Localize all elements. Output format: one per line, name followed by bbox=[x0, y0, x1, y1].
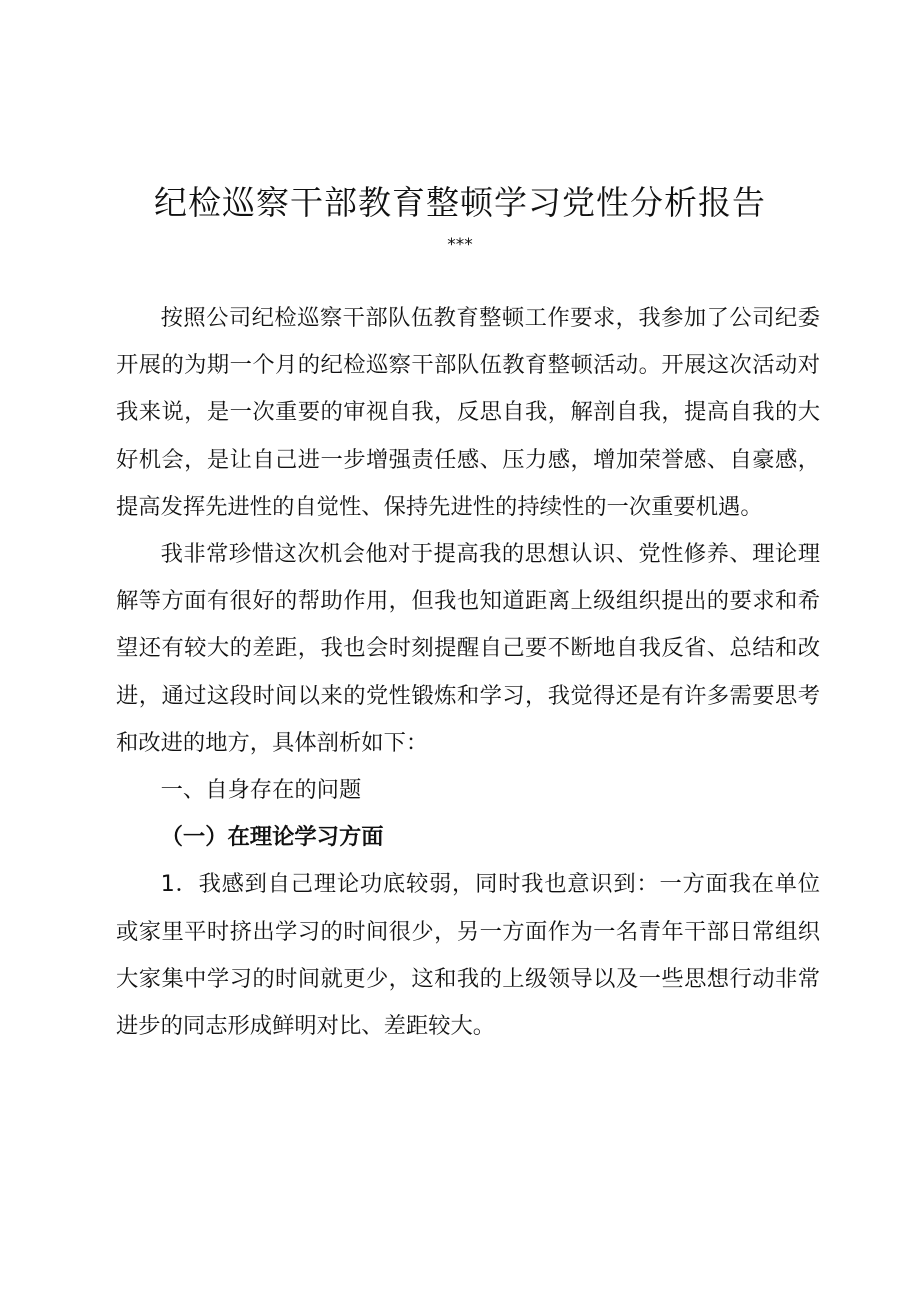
section-heading: 一、自身存在的问题 bbox=[160, 777, 362, 804]
subsection-heading: （一）在理论学习方面 bbox=[160, 824, 384, 851]
numbered-item: 1．我感到自己理论功底较弱，同时我也意识到：一方面我在单位或家里平时挤出学习的时间很少，另一方面作为一名青年干部日常组织大家集中学习的时间就更少，这和我的上级领导以及一些思想行动非常进步的同志形成鲜明对比、差距较大。 bbox=[116, 871, 820, 1040]
intro-paragraph: 按照公司纪检巡察干部队伍教育整顿工作要求，我参加了公司纪委开展的为期一个月的纪检巡察干部队伍教育整顿活动。开展这次活动对我来说，是一次重要的审视自我，反思自我，解剖自我，提高自我的大好机会，是让自己进一步增强责任感、压力感，增加荣誉感、自豪感，提高发挥先进性的自觉性、保持先进性的持续性的一次重要机遇。 bbox=[116, 305, 820, 520]
reflection-paragraph: 我非常珍惜这次机会他对于提高我的思想认识、党性修养、理论理解等方面有很好的帮助作用，但我也知道距离上级组织提出的要求和希望还有较大的差距，我也会时刻提醒自己要不断地自我反省、总结和改进，通过这段时间以来的党性锻炼和学习，我觉得还是有许多需要思考和改进的地方，具体剖析如下： bbox=[116, 541, 820, 756]
author-line: *** bbox=[447, 235, 473, 255]
document-body bbox=[116, 295, 820, 1050]
document-title: 纪检巡察干部教育整顿学习党性分析报告 bbox=[154, 183, 766, 222]
